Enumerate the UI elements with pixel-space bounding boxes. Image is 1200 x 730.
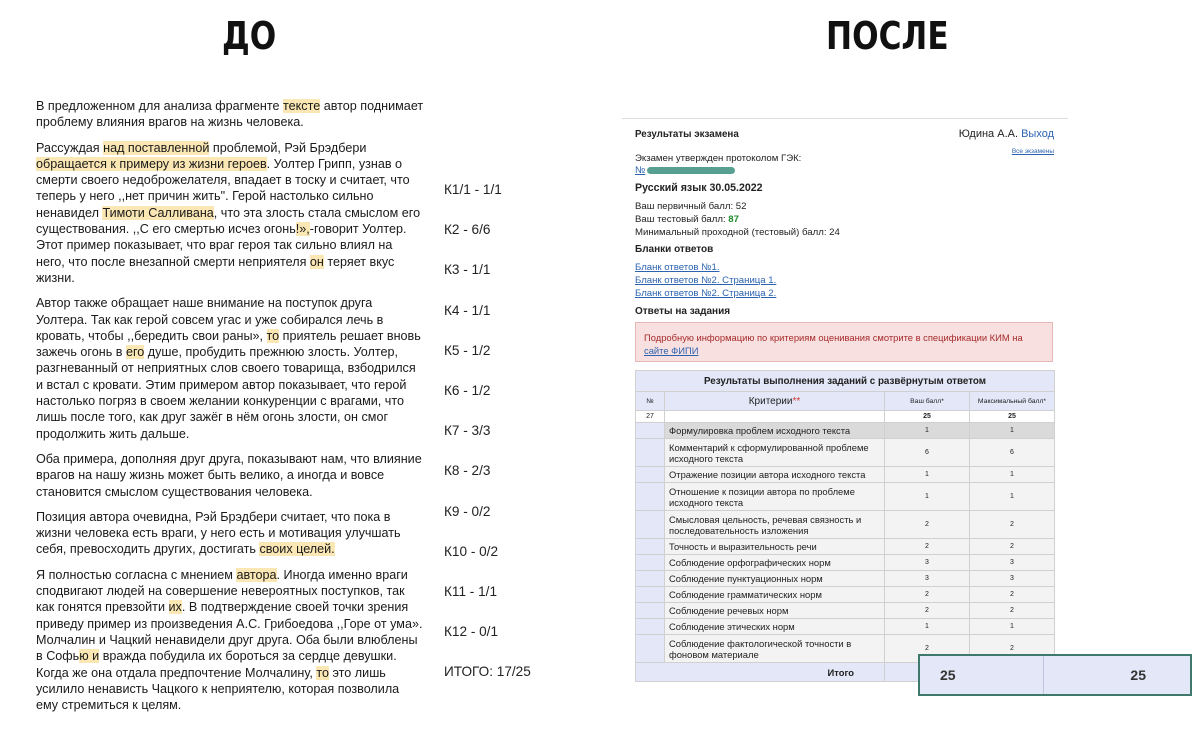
max-score: 6 — [970, 439, 1055, 467]
test-score-label: Ваш тестовый балл: — [635, 214, 729, 225]
criterion-score: К11 - 1/1 — [444, 583, 498, 599]
highlighted-fragment: своих целей. — [259, 542, 335, 557]
highlighted-fragment: обращается к примеру из жизни героев — [36, 156, 267, 171]
redacted-number — [647, 167, 735, 174]
answers-title: Ответы на задания — [635, 306, 731, 317]
highlighted-fragment: ю и — [79, 649, 100, 664]
your-score: 3 — [885, 555, 970, 571]
text-fragment: приятель решает вновь зажечь огонь в — [36, 328, 421, 360]
test-score-value: 87 — [728, 214, 739, 225]
highlighted-fragment: Тимоти Салливана — [102, 205, 214, 220]
max-score: 2 — [970, 511, 1055, 539]
highlighted-fragment: их — [168, 600, 182, 615]
blank-link-1[interactable]: Бланк ответов №1. — [635, 262, 720, 273]
answer-blanks-title: Бланки ответов — [635, 244, 714, 255]
essay-paragraph — [36, 567, 424, 714]
text-fragment: Автор также обращает наше внимание на поступок друга Уолтера. Так как герой совсем угас и уже собирался лечь в кровать, чтобы ,,бередить свои раны» — [36, 296, 384, 343]
criteria-name: Точность и выразительность речи — [665, 539, 885, 555]
criterion-score: К9 - 0/2 — [444, 503, 491, 519]
your-score: 2 — [885, 511, 970, 539]
essay-paragraph — [36, 509, 424, 558]
row-num-cell — [636, 511, 665, 539]
criteria-name: Соблюдение речевых норм — [665, 603, 885, 619]
your-score: 2 — [885, 603, 970, 619]
criteria-name: Комментарий к сформулированной проблеме исходного текста — [665, 439, 885, 467]
your-score: 1 — [885, 423, 970, 439]
your-score: 2 — [885, 635, 970, 663]
highlighted-fragment: тексте — [283, 99, 321, 113]
col-header-num: № — [636, 392, 665, 411]
callout-your-score: 25 — [920, 656, 1044, 694]
text-fragment: теряет вкус жизни. — [36, 254, 395, 285]
row-num-cell — [636, 587, 665, 603]
criteria-name: Формулировка проблем исходного текста — [665, 423, 885, 439]
highlighted-fragment: то — [316, 665, 330, 680]
max-score: 2 — [970, 539, 1055, 555]
blank-link-2-page-2[interactable]: Бланк ответов №2. Страница 2. — [635, 288, 777, 299]
criteria-row — [636, 603, 1055, 619]
your-score: 6 — [885, 439, 970, 467]
criterion-score: К2 - 6/6 — [444, 222, 491, 238]
criteria-row — [636, 619, 1055, 635]
col-criteria-label: Критерии — [748, 395, 793, 407]
total-label: Итого — [636, 663, 885, 682]
criteria-name: Соблюдение пунктуационных норм — [665, 571, 885, 587]
user-info — [959, 128, 1054, 140]
min-score: Минимальный проходной (тестовый) балл: 24 — [635, 227, 840, 238]
test-score — [635, 214, 739, 225]
text-fragment: автор поднимает проблему влияния врагов на жизнь человека. — [36, 99, 424, 130]
protocol-number[interactable] — [635, 165, 735, 176]
max-score: 3 — [970, 555, 1055, 571]
criterion-score: К6 - 1/2 — [444, 382, 491, 398]
text-fragment: это лишь усилило ненависть Чацкого к неприятелю, которая позволила ему стремиться к целям. — [36, 665, 400, 713]
callout-max-score: 25 — [1130, 667, 1146, 683]
criterion-score: К1/1 - 1/1 — [444, 182, 502, 197]
your-score: 3 — [885, 571, 970, 587]
col-criteria-mark: ** — [792, 395, 801, 407]
text-fragment: -говорит Уолтер. Этот пример показывает, что враг героя так сильно влиял на него, что после внезапной смерти неприятеля — [36, 222, 407, 269]
text-fragment: Я полностью согласна с мнением — [36, 567, 237, 582]
criteria-info-alert — [635, 322, 1053, 362]
text-fragment: вражда побудила их бороться за сердце девушки. Когда же она отдала предпочтение Молчалину, — [36, 649, 397, 680]
exam-results-title: Результаты экзамена — [635, 129, 739, 140]
col-header-criteria — [665, 392, 885, 411]
scores-total: ИТОГО: 17/25 — [444, 664, 531, 680]
fipi-site-link[interactable]: сайте ФИПИ — [644, 345, 699, 356]
criteria-name: Отражение позиции автора исходного текста — [665, 467, 885, 483]
task-empty-cell — [665, 411, 885, 423]
panel-top-divider — [622, 118, 1068, 119]
highlighted-fragment: то — [266, 328, 280, 343]
protocol-number-prefix: № — [635, 165, 646, 176]
extended-answers-table — [635, 370, 1055, 682]
highlighted-fragment: над поставленной — [103, 140, 210, 155]
criteria-row — [636, 483, 1055, 511]
primary-score: Ваш первичный балл: 52 — [635, 201, 747, 212]
text-fragment: . Уолтер Грипп, узнав о смерти своего недоброжелателя, впадает в тоску и считает, что теперь у него ,,нет причин жить". Герой настолько сильно ненавидел — [36, 156, 410, 220]
total-score-callout — [918, 654, 1192, 696]
criterion-score: К7 - 3/3 — [444, 423, 491, 439]
text-fragment: , что эта злость стала смыслом его существования. ,,С его смертью исчез огонь — [36, 205, 421, 237]
alert-text: Подробную информацию по критериям оценивания смотрите в спецификации КИМ на — [644, 332, 1023, 343]
row-num-cell — [636, 467, 665, 483]
criteria-rows — [636, 423, 1055, 663]
exam-results-panel — [622, 118, 1068, 714]
highlighted-fragment: его — [125, 345, 145, 360]
task-number: 27 — [636, 411, 665, 423]
text-fragment: . Иногда именно враги сподвигают людей на совершение невероятных поступков, так как гонятся превзойти — [36, 567, 408, 615]
criteria-row — [636, 439, 1055, 467]
heading-before: ДО — [222, 14, 277, 58]
text-fragment: . В подтверждение своей точки зрения приведу пример из произведения А.С. Грибоедова ,,Горе от ума». Молчалин и Чацкий ненавидели друг друга. Оба были влюблены в Софь — [36, 600, 423, 664]
essay-paragraph — [36, 140, 424, 287]
text-fragment: Позиция автора очевидна, Рэй Брэдбери считает, что пока в жизни человека есть враги, у него есть и мотивация улучшать себя, превосходить других, достигать — [36, 509, 401, 557]
essay-text — [36, 98, 424, 722]
criteria-name: Соблюдение этических норм — [665, 619, 885, 635]
all-exams-link[interactable]: Все экзамены — [1011, 148, 1054, 155]
task-your-score: 25 — [885, 411, 970, 423]
essay-paragraph — [36, 98, 424, 131]
criterion-score: К12 - 0/1 — [444, 624, 499, 640]
row-num-cell — [636, 555, 665, 571]
max-score: 2 — [970, 587, 1055, 603]
criteria-row — [636, 555, 1055, 571]
task-max-score: 25 — [970, 411, 1055, 423]
criteria-name: Соблюдение фактологической точности в фоновом материале — [665, 635, 885, 663]
blank-link-2-page-1[interactable]: Бланк ответов №2. Страница 1. — [635, 275, 777, 286]
row-num-cell — [636, 619, 665, 635]
row-num-cell — [636, 423, 665, 439]
criteria-row — [636, 539, 1055, 555]
row-num-cell — [636, 483, 665, 511]
essay-paragraph — [36, 295, 424, 442]
max-score: 1 — [970, 619, 1055, 635]
criteria-name: Соблюдение орфографических норм — [665, 555, 885, 571]
your-score: 1 — [885, 467, 970, 483]
highlighted-fragment: он — [309, 254, 324, 269]
criteria-row — [636, 511, 1055, 539]
criteria-row — [636, 467, 1055, 483]
criterion-score: К4 - 1/1 — [444, 302, 491, 318]
heading-after: ПОСЛЕ — [826, 14, 949, 58]
criterion-score: К8 - 2/3 — [444, 463, 491, 479]
max-score: 2 — [970, 635, 1055, 663]
max-score: 2 — [970, 603, 1055, 619]
your-score: 1 — [885, 619, 970, 635]
criteria-name: Смысловая цельность, речевая связность и последовательность изложения — [665, 511, 885, 539]
protocol-label: Экзамен утвержден протоколом ГЭК: — [635, 153, 802, 164]
criteria-scores-list — [444, 182, 531, 704]
max-score: 3 — [970, 571, 1055, 587]
col-header-max-score: Максимальный балл* — [970, 392, 1055, 411]
table-caption: Результаты выполнения заданий с развёрнутым ответом — [636, 371, 1055, 392]
exam-subject: Русский язык 30.05.2022 — [635, 182, 763, 194]
your-score: 2 — [885, 539, 970, 555]
user-name: Юдина А.А. — [958, 128, 1019, 140]
row-num-cell — [636, 635, 665, 663]
max-score: 1 — [970, 483, 1055, 511]
col-header-your-score: Ваш балл* — [885, 392, 970, 411]
logout-link[interactable]: Выход — [1021, 128, 1054, 140]
criteria-row — [636, 423, 1055, 439]
criteria-row — [636, 571, 1055, 587]
text-fragment: проблемой, Рэй Брэдбери — [209, 140, 367, 155]
text-fragment: Оба примера, дополняя друг друга, показывают нам, что влияние врагов на нашу жизнь может быть велико, а иногда и вовсе становится смыслом существования человека. — [36, 451, 422, 499]
criteria-row — [636, 587, 1055, 603]
text-fragment: душе, пробудить прежнюю злость. Уолтер, разгневанный от неприятных слов своего товарища, взбодрился и встал с кровати. Этим примером автор показывает, что герой настолько погряз в своем желании конкуренции с врагами, что лишь после того, как друг зажёг в нём огонь злости, он смог продолжить жить дальше. — [36, 345, 416, 441]
max-score: 1 — [970, 423, 1055, 439]
highlighted-fragment: автора — [236, 567, 277, 582]
row-num-cell — [636, 539, 665, 555]
essay-paragraph — [36, 451, 424, 500]
row-num-cell — [636, 439, 665, 467]
text-fragment: Рассуждая — [36, 140, 104, 155]
text-fragment: , — [259, 328, 267, 343]
criteria-name: Соблюдение грамматических норм — [665, 587, 885, 603]
row-num-cell — [636, 571, 665, 587]
criterion-score: К5 - 1/2 — [444, 342, 491, 358]
your-score: 1 — [885, 483, 970, 511]
max-score: 1 — [970, 467, 1055, 483]
criteria-name: Отношение к позиции автора по проблеме исходного текста — [665, 483, 885, 511]
your-score: 2 — [885, 587, 970, 603]
text-fragment: В предложенном для анализа фрагменте — [36, 99, 283, 113]
criterion-score: К10 - 0/2 — [444, 543, 499, 559]
highlighted-fragment: !», — [295, 222, 310, 237]
criterion-score: К3 - 1/1 — [444, 262, 491, 278]
row-num-cell — [636, 603, 665, 619]
